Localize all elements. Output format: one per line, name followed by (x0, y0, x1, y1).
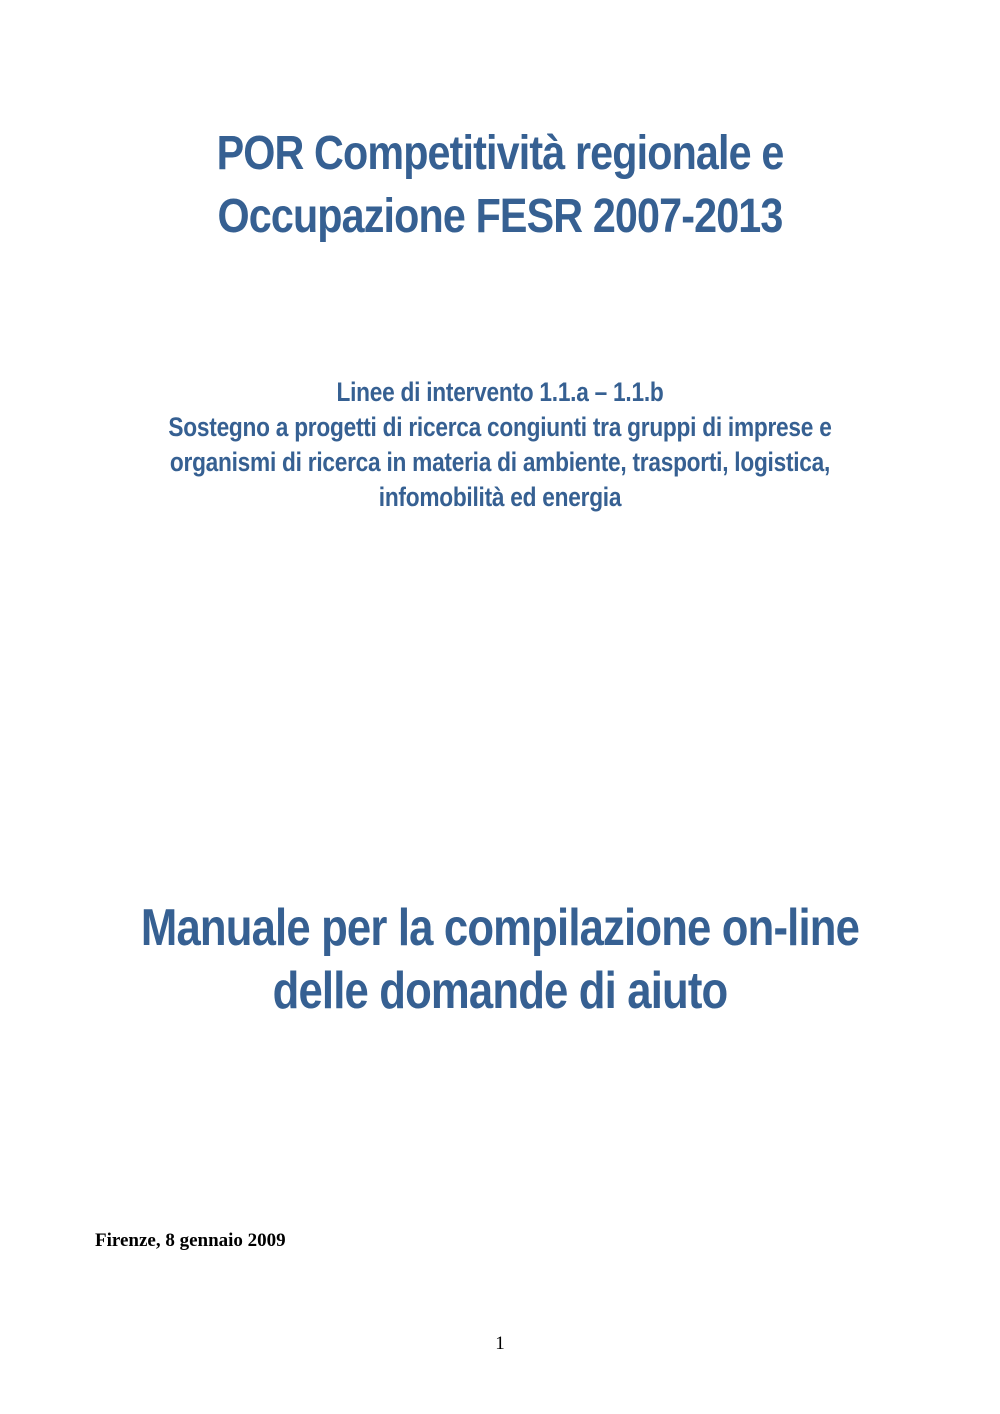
manual-title-line-2: delle domande di aiuto (272, 962, 728, 1020)
page-number: 1 (495, 1333, 505, 1354)
subtitle-line-2: Sostegno a progetti di ricerca congiunti tra gruppi di imprese e (168, 412, 832, 442)
document-title-line-2: Occupazione FESR 2007-2013 (217, 190, 783, 243)
place-and-date: Firenze, 8 gennaio 2009 (95, 1230, 286, 1251)
manual-title-line-1: Manuale per la compilazione on-line (140, 899, 860, 957)
document-title-line-1: POR Competitività regionale e (216, 127, 784, 180)
manual-title (114, 897, 887, 1023)
subtitle-line-3: organismi di ricerca in materia di ambiente, trasporti, logistica, (169, 447, 831, 477)
document-title (113, 122, 887, 248)
subtitle-line-4: infomobilità ed energia (378, 482, 622, 512)
subtitle-line-1: Linee di intervento 1.1.a – 1.1.b (336, 377, 664, 407)
document-subtitle (114, 375, 887, 515)
